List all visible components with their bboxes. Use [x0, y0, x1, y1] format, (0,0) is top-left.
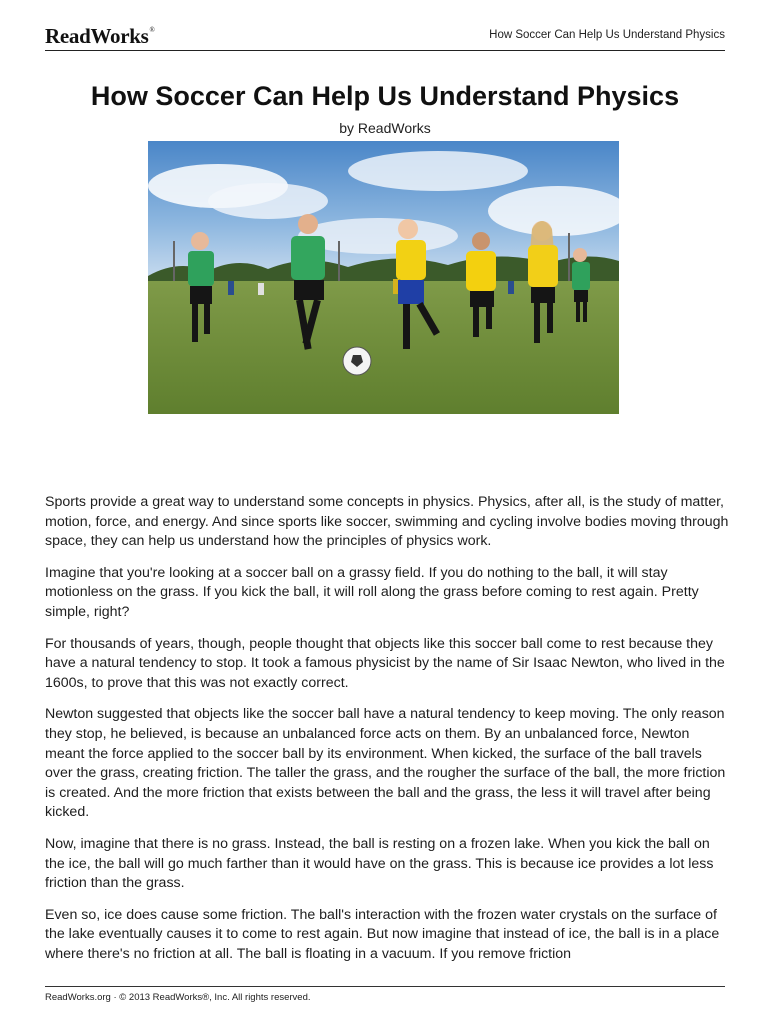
paragraph: For thousands of years, though, people thought that objects like this soccer ball come to rest because they have a natural tendency to stop. It took a famous physicist by the name of Sir Isaac Newton, who lived in the 1600s, to prove that this was not exactly correct. — [45, 635, 725, 691]
readworks-logo[interactable]: ReadWorks® — [45, 24, 155, 48]
running-title: How Soccer Can Help Us Understand Physics — [489, 29, 725, 41]
byline: by ReadWorks — [339, 120, 431, 136]
page-header — [45, 24, 725, 51]
soccer-photo — [148, 141, 619, 414]
page-footer: ReadWorks.org · © 2013 ReadWorks®, Inc. All rights reserved. — [45, 986, 725, 1003]
paragraph: Sports provide a great way to understand some concepts in physics. Physics, after all, is the study of matter, motion, force, and energy. And since sports like soccer, swimming and cycling involve bodies moving through space, they can help us understand how the principles of physics work. — [45, 494, 729, 550]
paragraph: Newton suggested that objects like the soccer ball have a natural tendency to keep moving. The only reason they stop, he believed, is because an unbalanced force acts on them. By an unbalanced force, Newton meant the force applied to the soccer ball by its environment. When kicked, the surface of the ball travels over the grass, creating friction. The taller the grass, and the rougher the surface of the ball, the more friction is created. And the more friction that exists between the ball and the grass, the less it will travel after being kicked. — [45, 706, 726, 821]
article-body — [45, 493, 729, 976]
paragraph: Imagine that you're looking at a soccer ball on a grassy field. If you do nothing to the ball, it will stay motionless on the grass. If you kick the ball, it will roll along the grass before coming to rest again. Pretty simple, right? — [45, 564, 699, 620]
article-title: How Soccer Can Help Us Understand Physics — [90, 81, 680, 111]
paragraph: Now, imagine that there is no grass. Instead, the ball is resting on a frozen lake. When you kick the ball on the ice, the ball will go much farther than it would have on the grass. This is because ice provides a lot less friction than the grass. — [45, 835, 714, 892]
paragraph: Even so, ice does cause some friction. The ball's interaction with the frozen water crystals on the surface of the lake eventually causes it to come to rest again. But now imagine that instead of ice, the ball is in a place where there's no friction at all. The ball is floating in a vacuum. If you remove friction — [45, 906, 720, 962]
